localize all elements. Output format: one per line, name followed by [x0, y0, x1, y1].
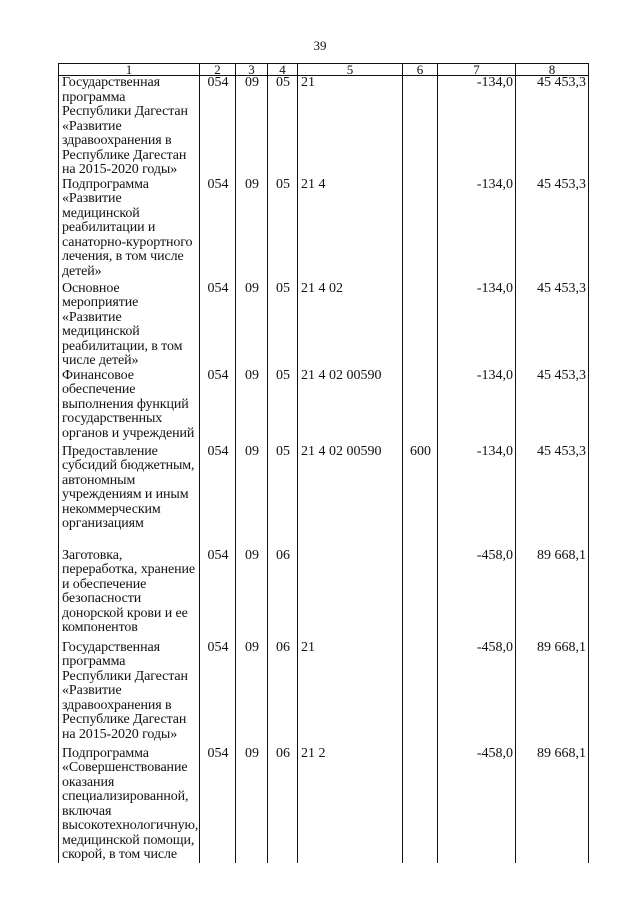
cell-admin-code: 054 — [200, 445, 236, 549]
table-row — [59, 76, 589, 178]
cell-expense-type: 600 — [403, 445, 438, 549]
header-row — [59, 64, 589, 76]
row-name: Финансовое обеспечение выполнения функций государственных органов и учреждений — [59, 369, 200, 445]
column-header: 6 — [403, 64, 438, 76]
cell-subsection: 06 — [268, 641, 298, 747]
cell-admin-code: 054 — [200, 747, 236, 863]
cell-admin-code: 054 — [200, 641, 236, 747]
cell-total-amount: 45 453,3 — [516, 76, 589, 178]
cell-admin-code: 054 — [200, 282, 236, 369]
cell-target-article — [298, 549, 403, 641]
cell-change-amount: -134,0 — [438, 282, 516, 369]
cell-admin-code: 054 — [200, 369, 236, 445]
cell-total-amount: 89 668,1 — [516, 641, 589, 747]
cell-section: 09 — [236, 549, 268, 641]
cell-total-amount: 45 453,3 — [516, 282, 589, 369]
cell-expense-type — [403, 369, 438, 445]
cell-subsection: 06 — [268, 549, 298, 641]
cell-subsection: 05 — [268, 369, 298, 445]
column-header: 7 — [438, 64, 516, 76]
cell-subsection: 05 — [268, 445, 298, 549]
table-row — [59, 178, 589, 282]
column-header: 5 — [298, 64, 403, 76]
cell-total-amount: 45 453,3 — [516, 445, 589, 549]
cell-change-amount: -134,0 — [438, 369, 516, 445]
cell-target-article: 21 — [298, 641, 403, 747]
cell-change-amount: -458,0 — [438, 641, 516, 747]
cell-section: 09 — [236, 369, 268, 445]
column-header: 8 — [516, 64, 589, 76]
cell-admin-code: 054 — [200, 76, 236, 178]
page-number: 39 — [313, 38, 327, 53]
cell-target-article: 21 4 02 00590 — [298, 445, 403, 549]
cell-total-amount: 89 668,1 — [516, 747, 589, 863]
row-name: Заготовка, переработка, хранение и обеспечение безопасности донорской крови и ее компонентов — [59, 549, 200, 641]
cell-total-amount: 89 668,1 — [516, 549, 589, 641]
column-header: 4 — [268, 64, 298, 76]
cell-change-amount: -458,0 — [438, 549, 516, 641]
cell-expense-type — [403, 282, 438, 369]
cell-total-amount: 45 453,3 — [516, 369, 589, 445]
cell-target-article: 21 4 — [298, 178, 403, 282]
cell-section: 09 — [236, 747, 268, 863]
cell-target-article: 21 2 — [298, 747, 403, 863]
cell-expense-type — [403, 549, 438, 641]
table-row — [59, 747, 589, 863]
cell-target-article: 21 4 02 — [298, 282, 403, 369]
cell-section: 09 — [236, 76, 268, 178]
cell-target-article: 21 — [298, 76, 403, 178]
row-name: Подпрограмма «Совершенствование оказания специализированной, включая высокотехнологичную, медицинской помощи, скорой, в том числе — [59, 747, 200, 863]
row-name: Государственная программа Республики Дагестан «Развитие здравоохранения в Республике Дагестан на 2015-2020 годы» — [59, 641, 200, 747]
cell-target-article: 21 4 02 00590 — [298, 369, 403, 445]
table-row — [59, 549, 589, 641]
cell-subsection: 05 — [268, 76, 298, 178]
table-row — [59, 445, 589, 549]
cell-admin-code: 054 — [200, 178, 236, 282]
cell-change-amount: -458,0 — [438, 747, 516, 863]
row-name: Предоставление субсидий бюджетным, автономным учреждениям и иным некоммерческим организациям — [59, 445, 200, 549]
cell-total-amount: 45 453,3 — [516, 178, 589, 282]
cell-admin-code: 054 — [200, 549, 236, 641]
cell-subsection: 05 — [268, 178, 298, 282]
cell-change-amount: -134,0 — [438, 445, 516, 549]
cell-change-amount: -134,0 — [438, 178, 516, 282]
column-header: 1 — [59, 64, 200, 76]
cell-subsection: 06 — [268, 747, 298, 863]
cell-change-amount: -134,0 — [438, 76, 516, 178]
table-row — [59, 369, 589, 445]
table-row — [59, 282, 589, 369]
row-name: Основное мероприятие «Развитие медицинской реабилитации, в том числе детей» — [59, 282, 200, 369]
cell-expense-type — [403, 641, 438, 747]
column-header: 2 — [200, 64, 236, 76]
row-name: Государственная программа Республики Дагестан «Развитие здравоохранения в Республике Дагестан на 2015-2020 годы» — [59, 76, 200, 178]
cell-subsection: 05 — [268, 282, 298, 369]
column-header: 3 — [236, 64, 268, 76]
cell-section: 09 — [236, 445, 268, 549]
cell-expense-type — [403, 747, 438, 863]
cell-section: 09 — [236, 178, 268, 282]
cell-expense-type — [403, 76, 438, 178]
row-name: Подпрограмма «Развитие медицинской реабилитации и санаторно-курортного лечения, в том числе детей» — [59, 178, 200, 282]
cell-expense-type — [403, 178, 438, 282]
table-row — [59, 641, 589, 747]
cell-section: 09 — [236, 641, 268, 747]
budget-table — [58, 63, 589, 863]
cell-section: 09 — [236, 282, 268, 369]
